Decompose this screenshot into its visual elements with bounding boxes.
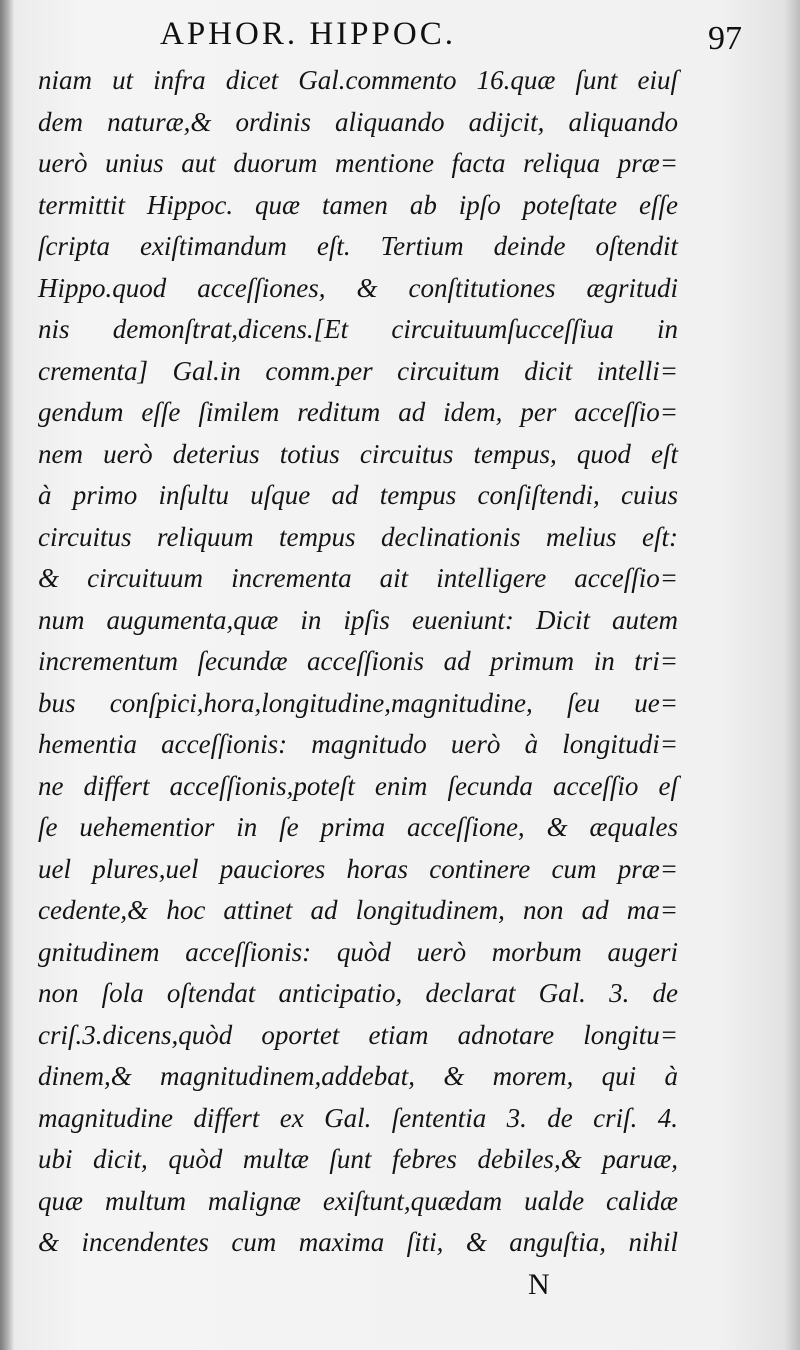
- text-line: ſe uehementior in ſe prima acceſſione, & æquales: [38, 812, 678, 842]
- text-line: crementa] Gal.in comm.per circuitum dicit intelli=: [38, 355, 678, 386]
- body-text: [38, 60, 678, 1264]
- text-line: circuitus reliquum tempus declinationis melius eſt:: [38, 521, 678, 552]
- page-number: 97: [708, 20, 742, 57]
- text-line: uerò unius aut duorum mentione facta reliqua præ=: [38, 148, 678, 178]
- text-line: bus conſpici,hora,longitudine,magnitudine, ſeu ue=: [38, 687, 678, 718]
- text-line: nem uerò deterius totius circuitus tempus, quod eſt: [38, 438, 678, 469]
- text-line: & incendentes cum maxima ſiti, & anguſtia, nihil: [38, 1227, 678, 1257]
- text-line: ſcripta exiſtimandum eſt. Tertium deinde oſtendit: [38, 231, 678, 261]
- text-line: quæ multum malignæ exiſtunt,quædam ualde calidæ: [38, 1185, 678, 1216]
- text-line: dem naturæ,& ordinis aliquando adijcit, aliquando: [38, 106, 678, 137]
- text-line: à primo inſultu uſque ad tempus conſiſtendi, cuius: [38, 480, 678, 510]
- text-line: non ſola oſtendat anticipatio, declarat Gal. 3. de: [38, 978, 678, 1008]
- running-head: APHOR. HIPPOC.: [160, 16, 456, 52]
- text-line: nis demonſtrat,dicens.[Et circuituumſucceſſiua in: [38, 314, 678, 344]
- text-line: criſ.3.dicens,quòd oportet etiam adnotare longitu=: [38, 1019, 678, 1050]
- text-line: gnitudinem acceſſionis: quòd uerò morbum augeri: [38, 936, 678, 967]
- text-line: num augumenta,quæ in ipſis eueniunt: Dicit autem: [38, 604, 678, 635]
- text-line: magnitudine differt ex Gal. ſententia 3. de criſ. 4.: [38, 1102, 678, 1133]
- catchword: N: [528, 1268, 550, 1301]
- text-line: cedente,& hoc attinet ad longitudinem, non ad ma=: [38, 895, 678, 925]
- text-line: ne differt acceſſionis,poteſt enim ſecunda acceſſio eſ: [38, 770, 678, 801]
- gutter-shadow: [0, 0, 14, 1350]
- text-line: incrementum ſecundæ acceſſionis ad primum in tri=: [38, 646, 678, 676]
- text-line: termittit Hippoc. quæ tamen ab ipſo poteſtate eſſe: [38, 189, 678, 220]
- text-line: ubi dicit, quòd multæ ſunt febres debiles,& paruæ,: [38, 1144, 678, 1174]
- text-line: dinem,& magnitudinem,addebat, & morem, qui à: [38, 1061, 678, 1091]
- text-line: gendum eſſe ſimilem reditum ad idem, per acceſſio=: [38, 397, 678, 427]
- text-line: & circuituum incrementa ait intelligere acceſſio=: [38, 563, 678, 593]
- text-line: hementia acceſſionis: magnitudo uerò à longitudi=: [38, 729, 678, 759]
- text-line: uel plures,uel pauciores horas continere cum præ=: [38, 853, 678, 884]
- text-line: niam ut infra dicet Gal.commento 16.quæ ſunt eiuſ: [38, 65, 678, 95]
- text-line: Hippo.quod acceſſiones, & conſtitutiones ægritudi: [38, 272, 678, 303]
